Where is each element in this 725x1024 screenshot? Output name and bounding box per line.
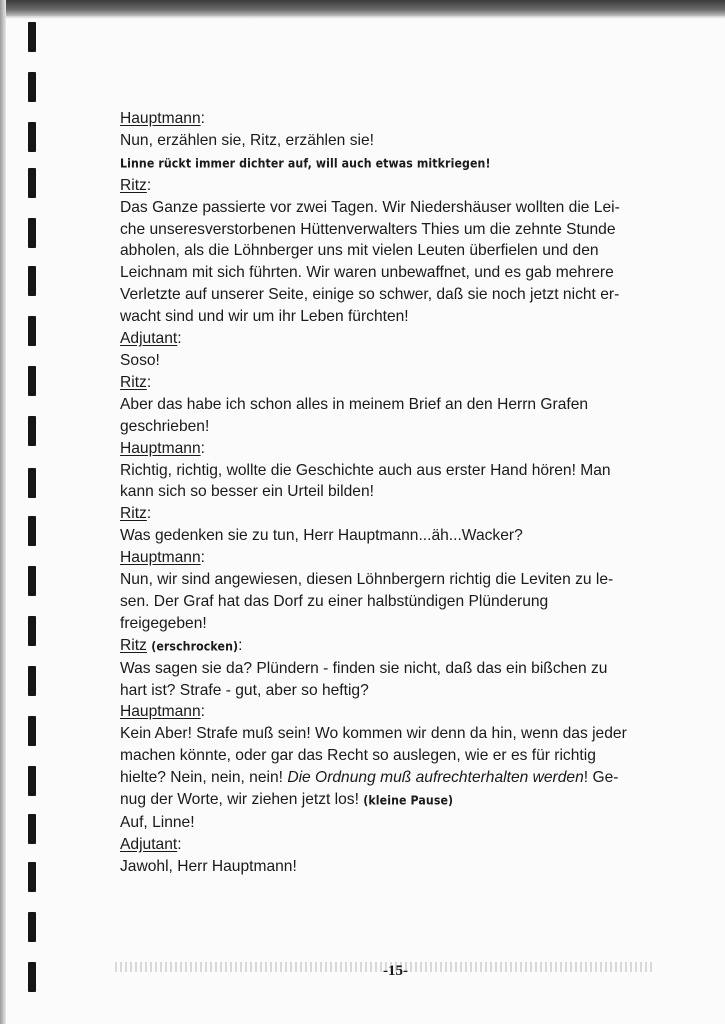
dialogue-line: Kein Aber! Strafe muß sein! Wo kommen wir denn da hin, wenn das jeder: [120, 725, 627, 743]
speaker-colon: :: [238, 636, 243, 654]
dialogue-line: Jawohl, Herr Hauptmann!: [120, 857, 297, 875]
speaker-colon: :: [177, 835, 182, 853]
speaker-name: Hauptmann: [120, 549, 201, 567]
binding-holes: [0, 0, 60, 1024]
dialogue-line: Auf, Linne!: [120, 814, 195, 831]
speaker-name: Hauptmann: [120, 703, 201, 721]
binding-hole: [28, 516, 36, 546]
binding-hole: [28, 218, 36, 248]
binding-hole: [28, 316, 36, 346]
dialogue-line: sen. Der Graf hat das Dorf zu einer halbstündigen Plünderung: [120, 592, 549, 610]
speaker-ritz: [120, 503, 680, 525]
dialogue-line: Verletzte auf unserer Seite, einige so schwer, daß sie noch jetzt nicht er-: [120, 286, 620, 304]
binding-hole: [28, 766, 36, 796]
script-text: [120, 108, 680, 878]
dialogue-line: Nun, erzählen sie, Ritz, erzählen sie!: [120, 131, 374, 149]
binding-hole: [28, 814, 36, 844]
speaker-name: Ritz: [120, 373, 147, 391]
dialogue-line: wacht sind und wir um ihr Leben fürchten!: [120, 308, 409, 326]
speaker-colon: :: [200, 110, 205, 127]
dialogue-line: Was sagen sie da? Plündern - finden sie nicht, daß das ein bißchen zu: [120, 659, 608, 677]
dialogue-line: Was gedenken sie zu tun, Herr Hauptmann...äh...Wacker?: [120, 527, 523, 545]
binding-hole: [28, 962, 36, 992]
speaker-colon: :: [146, 505, 152, 523]
binding-hole: [28, 468, 36, 498]
dialogue-line: machen könnte, oder gar das Recht so auslegen, wie er es für richtig: [120, 747, 596, 765]
speaker-ritz: [120, 635, 680, 658]
speaker-adjutant: [120, 328, 680, 350]
emphasized-text: Die Ordnung muß aufrechterhalten werden: [287, 769, 584, 787]
line-text: ! Ge-: [583, 769, 619, 787]
speaker-name: Ritz: [120, 636, 147, 654]
binding-hole: [28, 122, 36, 152]
binding-hole: [28, 266, 36, 296]
speaker-name: Ritz: [120, 505, 147, 523]
binding-hole: [28, 416, 36, 446]
stage-direction: (kleine Pause): [363, 793, 454, 808]
binding-hole: [28, 22, 36, 52]
speaker-colon: :: [146, 176, 152, 194]
dialogue-line: abholen, als die Löhnberger uns mit vielen Leuten überfielen und den: [120, 242, 599, 260]
stage-direction: (erschrocken): [151, 638, 239, 654]
speaker-colon: :: [200, 703, 205, 721]
speaker-colon: :: [200, 549, 205, 567]
dialogue-line: Richtig, richtig, wollte die Geschichte auch aus erster Hand hören! Man: [120, 461, 611, 479]
speaker-ritz: [120, 175, 680, 197]
dialogue-line: Leichnam mit sich führten. Wir waren unbewaffnet, und es gab mehrere: [120, 264, 614, 282]
binding-hole: [28, 862, 36, 892]
speaker-ritz: [120, 372, 680, 394]
speaker-name: Hauptmann: [120, 110, 201, 127]
speaker-hauptmann: [120, 701, 680, 723]
dialogue-line: hart ist? Strafe - gut, aber so heftig?: [120, 681, 369, 699]
binding-hole: [28, 666, 36, 696]
speaker-hauptmann: [120, 547, 680, 569]
binding-hole: [28, 912, 36, 942]
binding-hole: [28, 72, 36, 102]
binding-hole: [28, 366, 36, 396]
speaker-hauptmann: [120, 438, 680, 460]
dialogue-line: geschrieben!: [120, 417, 210, 435]
binding-hole: [28, 616, 36, 646]
dialogue-line: Nun, wir sind angewiesen, diesen Löhnbergern richtig die Leviten zu le-: [120, 571, 614, 589]
speaker-colon: :: [146, 373, 152, 391]
binding-hole: [28, 566, 36, 596]
dialogue-line: freigegeben!: [120, 614, 207, 632]
stage-direction: [120, 152, 680, 175]
dialogue-line: [120, 767, 680, 789]
speaker-colon: :: [200, 439, 205, 457]
line-text: nug der Worte, wir ziehen jetzt los!: [120, 791, 364, 809]
dialogue-line: kann sich so besser ein Urteil bilden!: [120, 483, 374, 501]
binding-hole: [28, 168, 36, 198]
speaker-adjutant: [120, 834, 680, 856]
speaker-hauptmann: [120, 108, 680, 130]
speaker-name: Adjutant: [120, 835, 178, 853]
dialogue-line: [120, 789, 680, 812]
speaker-name: Ritz: [120, 176, 147, 194]
speaker-name: Hauptmann: [120, 439, 201, 457]
stage-direction-text: Linne rückt immer dichter auf, will auch etwas mitkriegen!: [120, 155, 491, 171]
binding-hole: [28, 716, 36, 746]
speaker-name: Adjutant: [120, 330, 178, 348]
scan-top-edge: [0, 0, 725, 16]
line-text: hielte? Nein, nein, nein!: [120, 769, 288, 787]
speaker-colon: :: [177, 330, 182, 348]
page-edge: [0, 0, 6, 1024]
dialogue-line: Soso!: [120, 351, 160, 369]
dialogue-line: Das Ganze passierte vor zwei Tagen. Wir Niedershäuser wollten die Lei-: [120, 198, 620, 216]
dialogue-line: che unseresverstorbenen Hüttenverwalters Thies um die zehnte Stunde: [120, 220, 616, 238]
page-number: -15-: [383, 963, 408, 979]
dialogue-line: Aber das habe ich schon alles in meinem Brief an den Herrn Grafen: [120, 395, 589, 413]
